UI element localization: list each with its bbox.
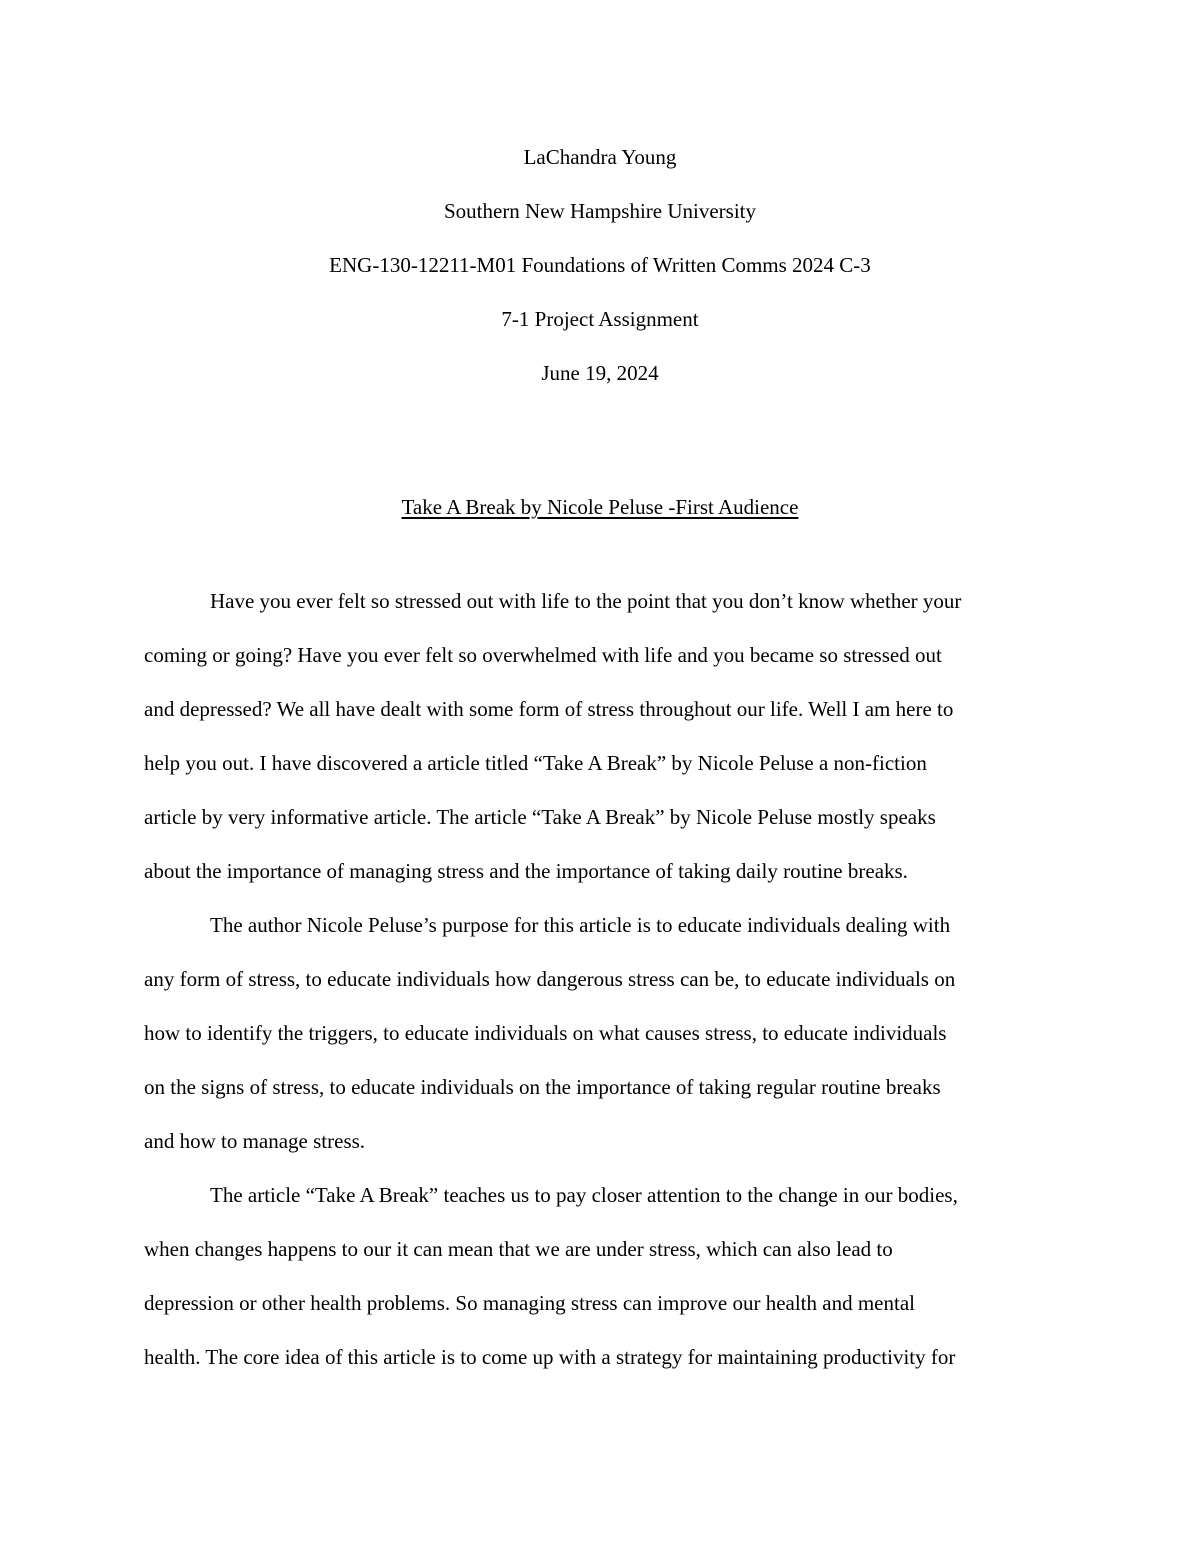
course-name: ENG-130-12211-M01 Foundations of Written Comms 2024 C-3 bbox=[329, 253, 871, 277]
paragraph-line: help you out. I have discovered a article titled “Take A Break” by Nicole Peluse a non-fiction bbox=[144, 751, 927, 775]
paragraph-line: The article “Take A Break” teaches us to pay closer attention to the change in our bodies, bbox=[210, 1183, 958, 1207]
paragraph-line: coming or going? Have you ever felt so overwhelmed with life and you became so stressed out bbox=[144, 643, 942, 667]
essay-heading-text: Take A Break by Nicole Peluse -First Audience bbox=[401, 495, 799, 519]
paragraph-line: and how to manage stress. bbox=[144, 1129, 366, 1153]
paragraph-line: when changes happens to our it can mean that we are under stress, which can also lead to bbox=[144, 1237, 893, 1261]
paragraph-2 bbox=[144, 898, 1056, 1168]
submission-date: June 19, 2024 bbox=[541, 361, 659, 385]
paragraph-line: on the signs of stress, to educate individuals on the importance of taking regular routine breaks bbox=[144, 1075, 941, 1099]
paragraph-line: and depressed? We all have dealt with some form of stress throughout our life. Well I am here to bbox=[144, 697, 954, 721]
paragraph-line: health. The core idea of this article is to come up with a strategy for maintaining productivity for bbox=[144, 1345, 956, 1369]
paragraph-line: depression or other health problems. So managing stress can improve our health and mental bbox=[144, 1291, 915, 1315]
paragraph-line: article by very informative article. The article “Take A Break” by Nicole Peluse mostly speaks bbox=[144, 805, 936, 829]
paragraph-line: The author Nicole Peluse’s purpose for this article is to educate individuals dealing with bbox=[210, 913, 951, 937]
essay-heading bbox=[144, 492, 1056, 522]
institution-name: Southern New Hampshire University bbox=[443, 199, 757, 223]
paragraph-line: Have you ever felt so stressed out with life to the point that you don’t know whether your bbox=[210, 589, 962, 613]
essay-body bbox=[144, 574, 1056, 1384]
paragraph-line: about the importance of managing stress and the importance of taking daily routine breaks. bbox=[144, 859, 908, 883]
paragraph-3 bbox=[144, 1168, 1056, 1384]
paragraph-line: how to identify the triggers, to educate individuals on what causes stress, to educate individuals bbox=[144, 1021, 947, 1045]
author-name: LaChandra Young bbox=[523, 145, 677, 169]
assignment-name: 7-1 Project Assignment bbox=[501, 307, 699, 331]
paragraph-line: any form of stress, to educate individuals how dangerous stress can be, to educate individuals on bbox=[144, 967, 956, 991]
paragraph-1 bbox=[144, 574, 1056, 898]
title-page-block bbox=[144, 142, 1056, 412]
